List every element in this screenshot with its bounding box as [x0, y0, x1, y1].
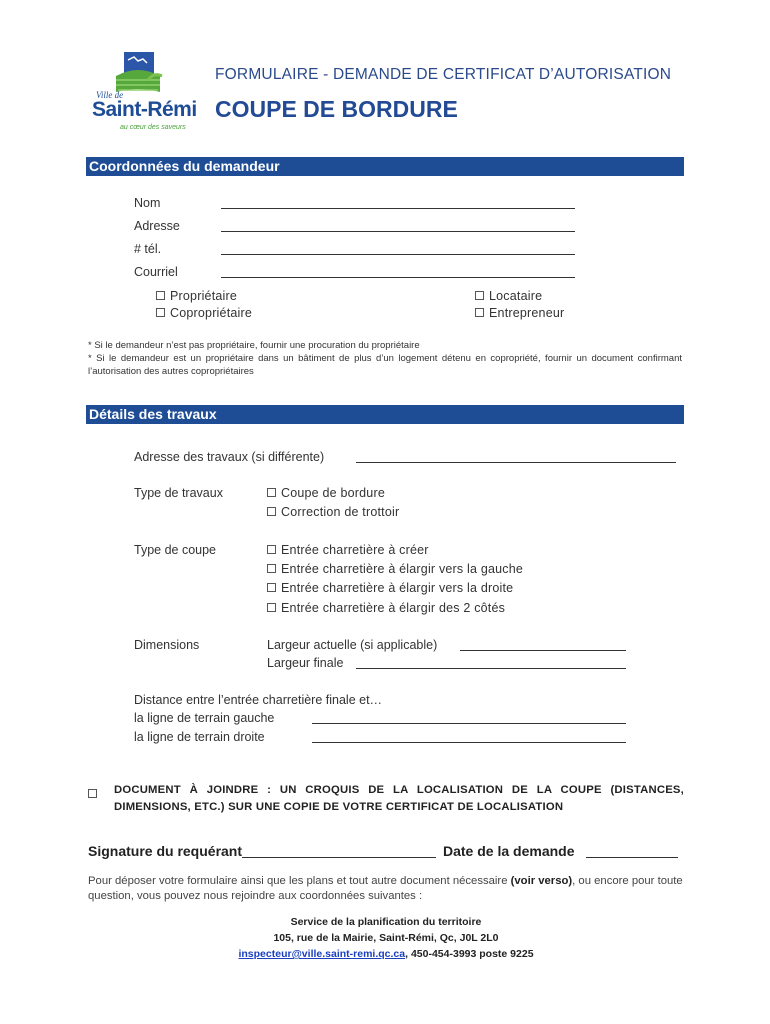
footer-intro-bold: (voir verso) [510, 875, 573, 887]
distance-gauche-input-line[interactable] [312, 723, 626, 724]
label-signature: Signature du requérant [88, 843, 243, 859]
label-largeur-actuelle: Largeur actuelle (si applicable) [267, 638, 438, 652]
date-input-line[interactable] [586, 857, 678, 858]
checkbox-icon[interactable] [267, 583, 276, 592]
checkbox-icon[interactable] [267, 488, 276, 497]
checkbox-icon[interactable] [267, 603, 276, 612]
field-label-tel: # tél. [134, 242, 162, 256]
courriel-input-line[interactable] [221, 277, 575, 278]
checkbox-icon[interactable] [267, 564, 276, 573]
logo-tagline: au cœur des saveurs [120, 124, 186, 131]
checkbox-elargir-droite[interactable] [267, 581, 513, 595]
form-subtitle: FORMULAIRE - DEMANDE DE CERTIFICAT D’AUTORISATION [215, 66, 672, 83]
option-label: Propriétaire [170, 289, 238, 303]
checkbox-icon[interactable] [88, 789, 97, 798]
distance-droite-input-line[interactable] [312, 742, 626, 743]
checkbox-coproprietaire[interactable] [156, 306, 252, 320]
section-coordonnees-header: Coordonnées du demandeur [86, 157, 684, 176]
checkbox-icon[interactable] [475, 291, 484, 300]
footer-intro [88, 874, 684, 904]
document-a-joindre-text: DOCUMENT À JOINDRE : UN CROQUIS DE LA LOCALISATION DE LA COUPE (DISTANCES, DIMENSIONS, ETC.) SUR UNE COPIE DE VOTRE CERTIFICAT DE LOCALISATION [114, 784, 684, 813]
checkbox-elargir-gauche[interactable] [267, 562, 523, 576]
email-link[interactable]: inspecteur@ville.saint-remi.qc.ca [238, 948, 406, 960]
footer-service: Service de la planification du territoire [290, 916, 482, 928]
checkbox-entree-creer[interactable] [267, 543, 429, 557]
checkbox-proprietaire[interactable] [156, 289, 237, 303]
label-type-travaux: Type de travaux [134, 486, 223, 500]
checkbox-icon[interactable] [475, 308, 484, 317]
option-label: Entrée charretière à élargir vers la droite [281, 581, 514, 595]
tel-input-line[interactable] [221, 254, 575, 255]
option-label: Entrée charretière à créer [281, 543, 429, 557]
footer-contact [88, 946, 684, 962]
field-label-nom: Nom [134, 196, 161, 210]
label-largeur-finale: Largeur finale [267, 656, 344, 670]
option-label: Correction de trottoir [281, 505, 400, 519]
option-label: Entrée charretière à élargir vers la gauche [281, 562, 524, 576]
checkbox-locataire[interactable] [475, 289, 542, 303]
largeur-finale-input-line[interactable] [356, 668, 626, 669]
largeur-actuelle-input-line[interactable] [460, 650, 626, 651]
checkbox-coupe-bordure[interactable] [267, 486, 385, 500]
form-title: COUPE DE BORDURE [215, 96, 458, 122]
logo-line1: Ville de [96, 90, 124, 100]
checkbox-icon[interactable] [267, 545, 276, 554]
footer-address: 105, rue de la Mairie, Saint-Rémi, Qc, J0L 2L0 [273, 932, 499, 944]
section-travaux-header: Détails des travaux [86, 405, 684, 424]
footer-intro-text-end: , ou encore pour toute question, vous pouvez nous rejoindre aux coordonnées suivantes : [88, 875, 683, 902]
checkbox-icon[interactable] [156, 308, 165, 317]
checkbox-document-joint[interactable] [88, 786, 102, 804]
checkbox-correction-trottoir[interactable] [267, 505, 399, 519]
signature-input-line[interactable] [242, 857, 436, 858]
checkbox-elargir-deux-cotes[interactable] [267, 601, 505, 615]
logo-line2: Saint-Rémi [92, 98, 197, 121]
nom-input-line[interactable] [221, 208, 575, 209]
option-label: Locataire [489, 289, 543, 303]
field-label-courriel: Courriel [134, 265, 178, 279]
field-label-adresse: Adresse [134, 219, 180, 233]
adresse-input-line[interactable] [221, 231, 575, 232]
label-dimensions: Dimensions [134, 638, 200, 652]
footer-intro-text: Pour déposer votre formulaire ainsi que les plans et tout autre document nécessaire [88, 875, 511, 887]
note-copropriete: * Si le demandeur est un propriétaire dans un bâtiment de plus d’un logement détenu en copropriété, fournir un document confirmant l’autorisation des autres copropriétaires [88, 353, 682, 377]
checkbox-entrepreneur[interactable] [475, 306, 564, 320]
label-distance-gauche: la ligne de terrain gauche [134, 711, 275, 725]
option-label: Entrée charretière à élargir des 2 côtés [281, 601, 506, 615]
adresse-travaux-input-line[interactable] [356, 462, 676, 463]
label-distance-intro: Distance entre l’entrée charretière finale et… [134, 693, 383, 707]
checkbox-icon[interactable] [156, 291, 165, 300]
option-label: Entrepreneur [489, 306, 565, 320]
option-label: Copropriétaire [170, 306, 253, 320]
footer-phone: , 450-454-3993 poste 9225 [405, 948, 534, 960]
label-adresse-travaux: Adresse des travaux (si différente) [134, 450, 325, 464]
label-type-coupe: Type de coupe [134, 543, 217, 557]
label-date-demande: Date de la demande [443, 843, 575, 859]
label-distance-droite: la ligne de terrain droite [134, 730, 265, 744]
option-label: Coupe de bordure [281, 486, 385, 500]
note-procuration: * Si le demandeur n’est pas propriétaire, fournir une procuration du propriétaire [88, 340, 420, 351]
saint-remi-logo [88, 50, 200, 136]
checkbox-icon[interactable] [267, 507, 276, 516]
